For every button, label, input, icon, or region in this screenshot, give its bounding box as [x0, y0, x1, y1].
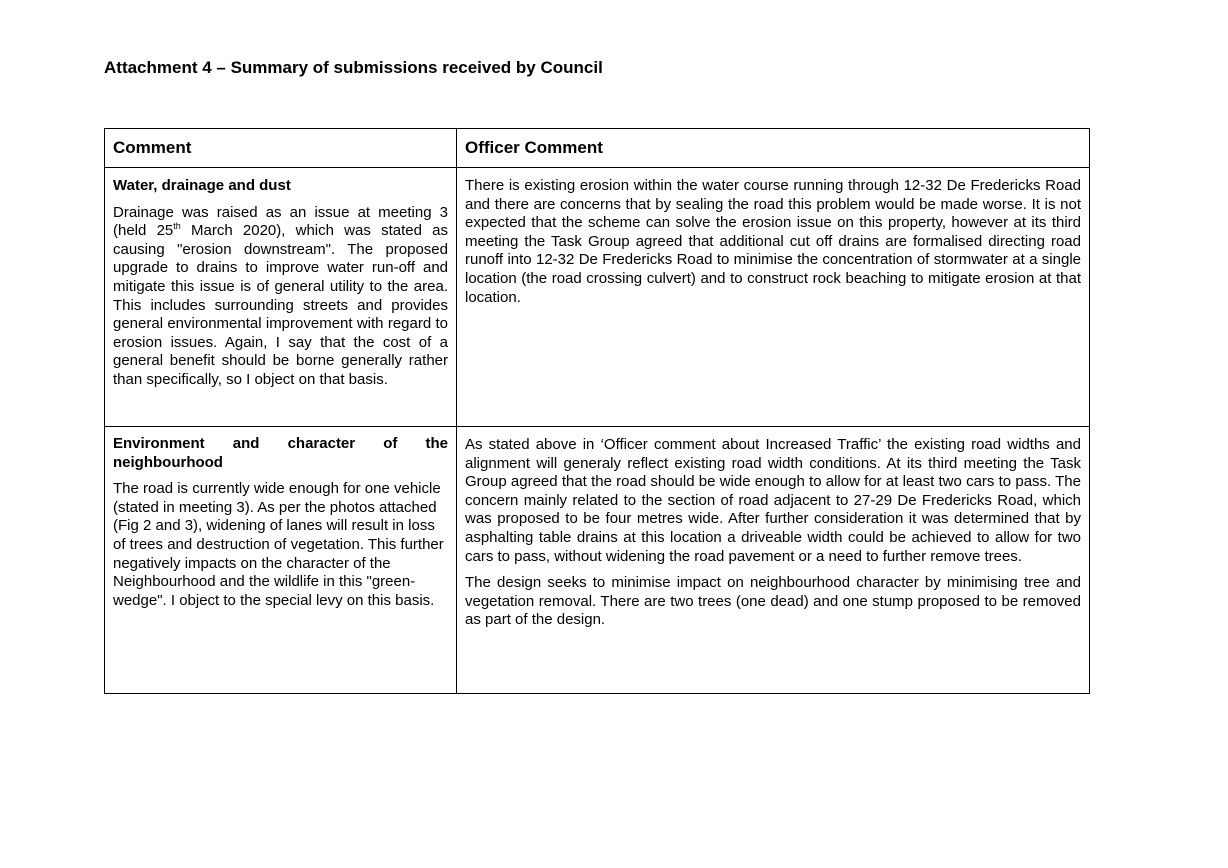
- table-row: [105, 168, 1090, 427]
- officer-comment-cell: [457, 427, 1090, 694]
- comment-cell: [105, 427, 457, 694]
- page-title: Attachment 4 – Summary of submissions received by Council: [104, 58, 603, 77]
- column-header-officer-comment: Officer Comment: [457, 129, 1090, 168]
- ordinal-suffix: th: [173, 221, 181, 232]
- officer-comment-cell: [457, 168, 1090, 427]
- officer-comment-text: The design seeks to minimise impact on neighbourhood character by minimising tree and vegetation removal. There are two trees (one dead) and one stump proposed to be removed as part of the design.: [465, 574, 1081, 629]
- submissions-table: [104, 128, 1090, 694]
- table-header-row: [105, 129, 1090, 168]
- row-heading: Water, drainage and dust: [113, 177, 291, 194]
- column-header-comment: Comment: [105, 129, 457, 168]
- table-row: [105, 427, 1090, 694]
- comment-text-part: Drainage was raised as an issue at meeting 3 (held 25: [113, 203, 448, 240]
- officer-comment-text: As stated above in ‘Officer comment about Increased Traffic’ the existing road widths and alignment will generaly reflect existing road width conditions. At its third meeting the Task Group agreed that the road should be wide enough to allow for at least two cars to pass. The concern mainly related to the section of road adjacent to 27-29 De Fredericks Road, which was proposed to be four metres wide. After further consideration it was determined that by asphalting table drains at this location a driveable width could be achieved to allow for two cars to pass, without widening the road pavement or a need to further remove trees.: [465, 436, 1081, 565]
- row-heading: Environment and character of the neighbourhood: [113, 435, 448, 471]
- officer-comment-text: There is existing erosion within the water course running through 12-32 De Fredericks Road and there are concerns that by sealing the road this problem would be made worse. It is not expected that the scheme can solve the erosion issue on this property, however at its third meeting the Task Group agreed that additional cut off drains are formalised directing road runoff into 12-32 De Fredericks Road to minimise the concentration of stormwater at a single location (the road crossing culvert) and to construct rock beaching to mitigate erosion at that location.: [465, 177, 1081, 306]
- comment-cell: [105, 168, 457, 427]
- comment-text: The road is currently wide enough for one vehicle (stated in meeting 3). As per the photos attached (Fig 2 and 3), widening of lanes will result in loss of trees and destruction of vegetation. This further negatively impacts on the character of the Neighbourhood and the wildlife in this "green-wedge". I object to the special levy on this basis.: [113, 480, 444, 609]
- comment-text-part: March 2020), which was stated as causing "erosion downstream". The proposed upgrade to drains to improve water run-off and mitigate this issue is of general utility to the area. This includes surrounding streets and provides general environmental improvement with regard to erosion issues. Again, I say that the cost of a general benefit should be borne generally rather than specifically, so I object on that basis.: [113, 222, 448, 388]
- comment-text: [113, 204, 448, 390]
